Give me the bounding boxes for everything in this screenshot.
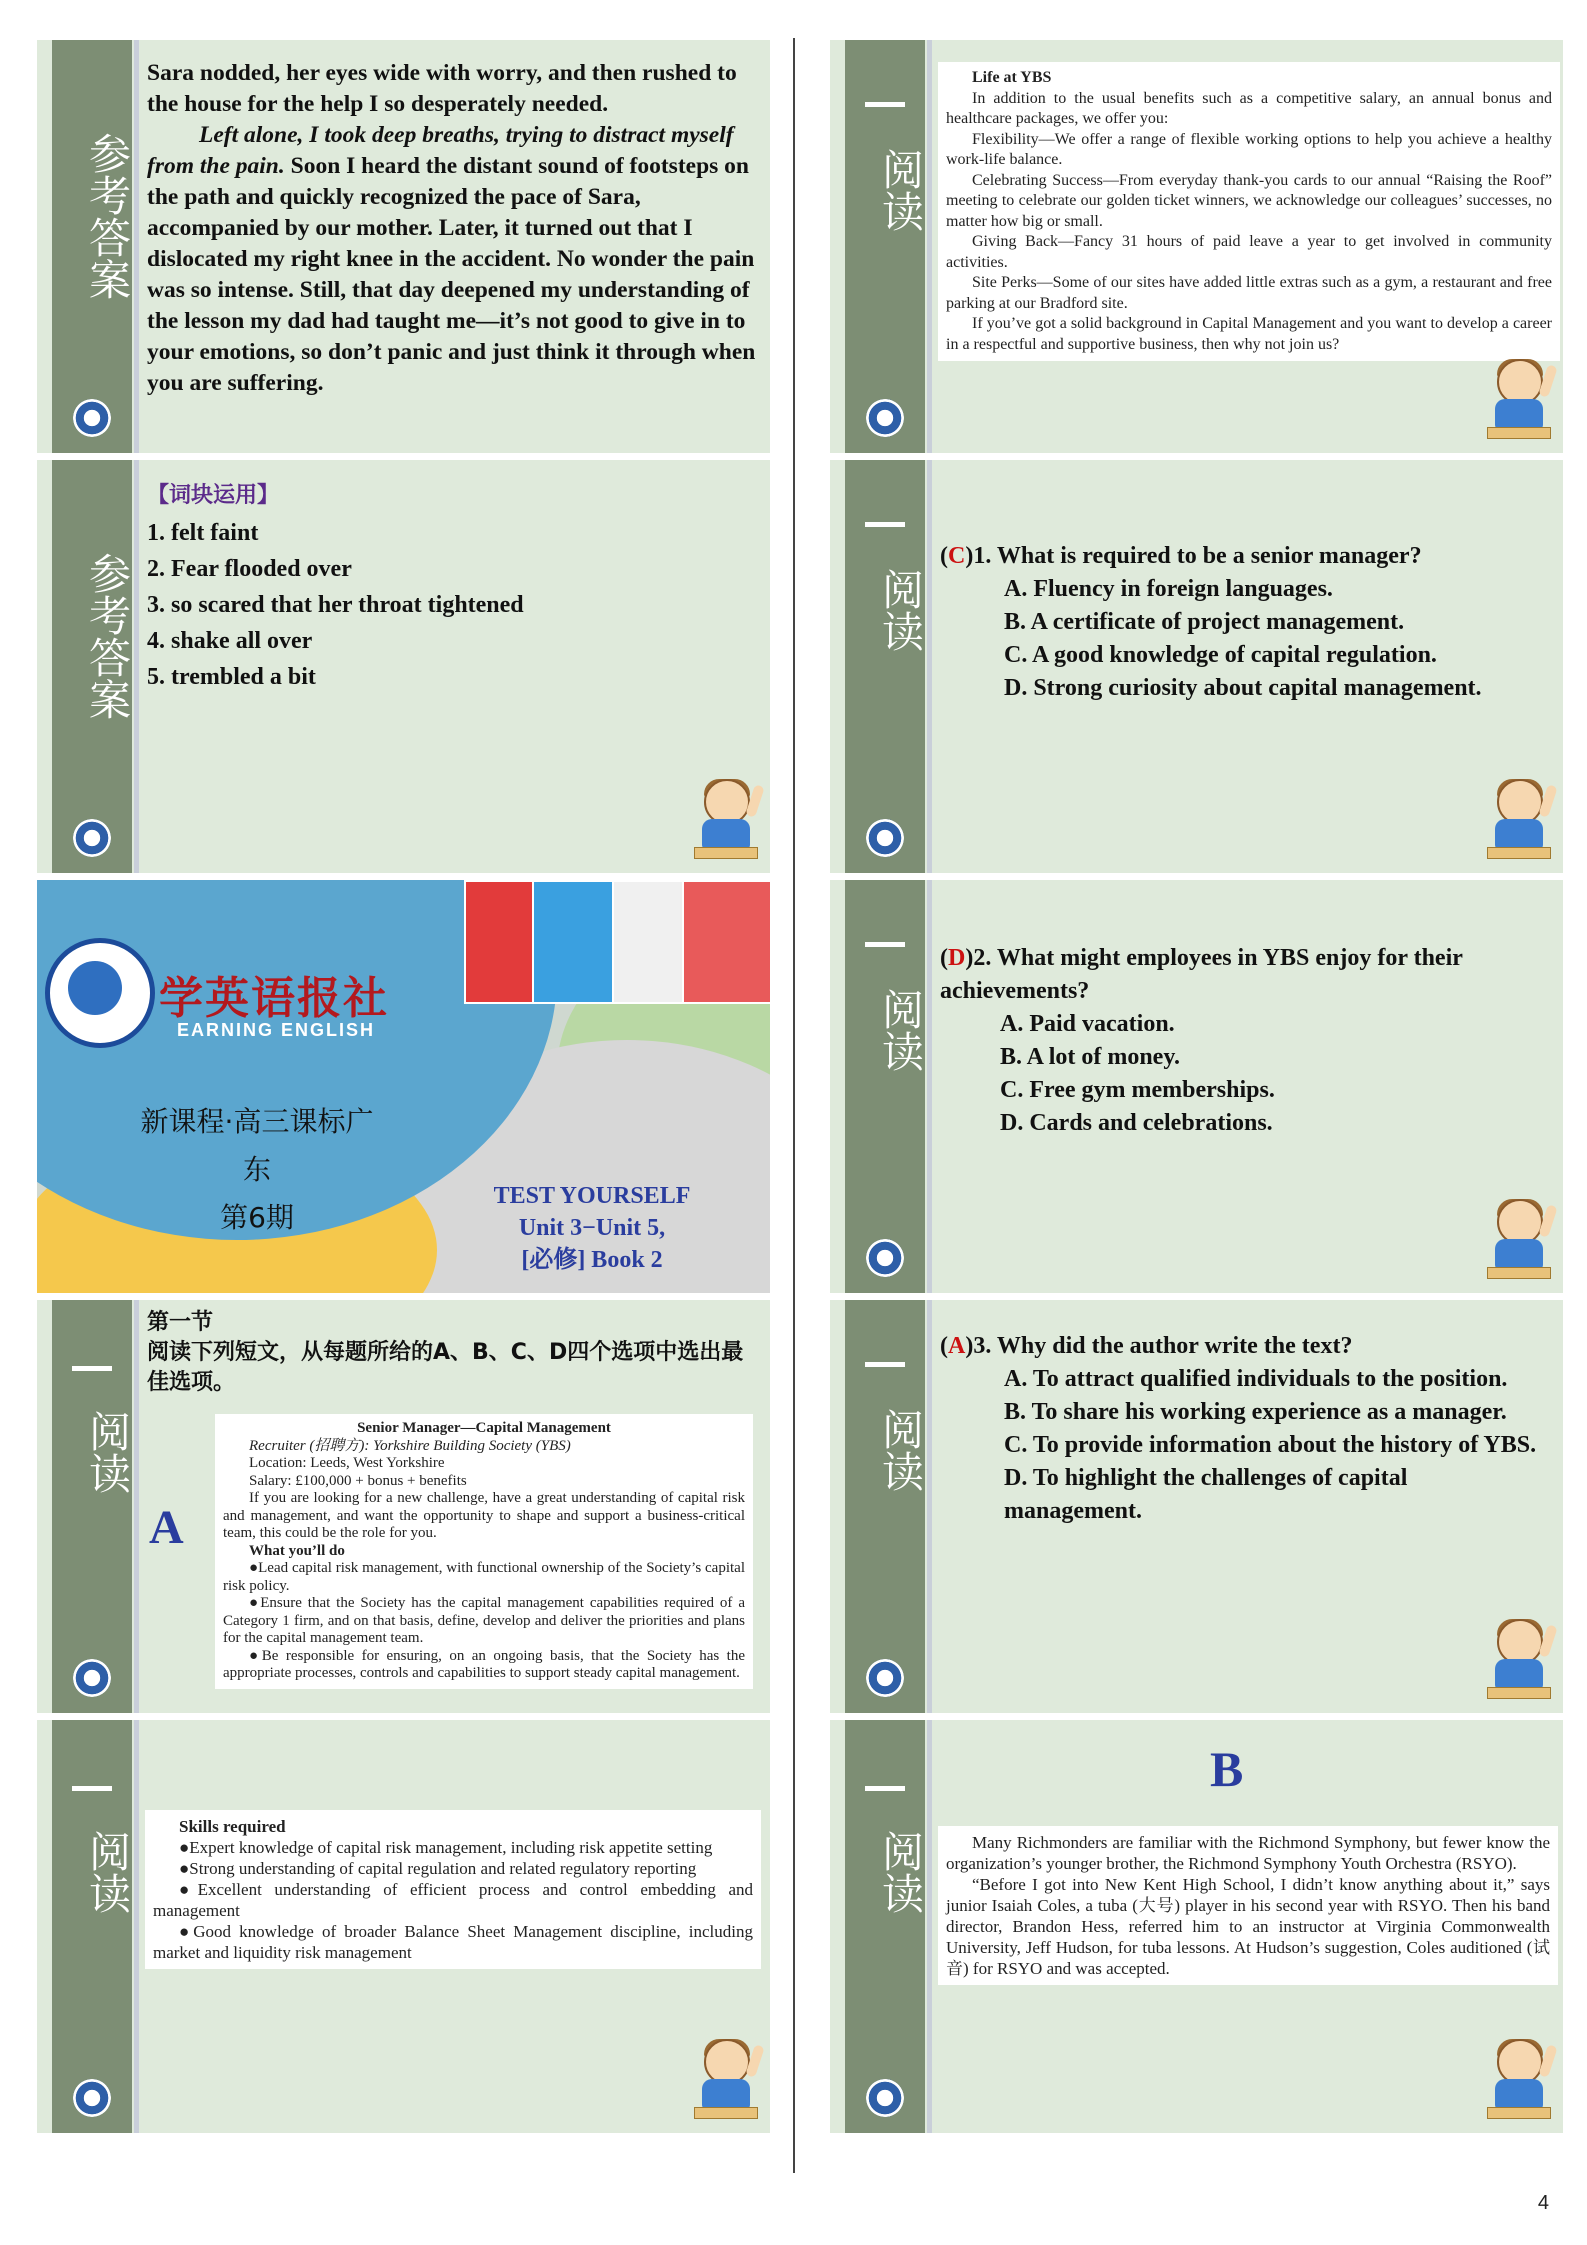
brand-name-en: EARNING ENGLISH <box>177 1020 376 1040</box>
skill: ●Strong understanding of capital regulation and related regulatory reporting <box>179 1859 697 1878</box>
passage-b-box <box>938 1826 1558 1985</box>
student-illustration <box>1487 359 1549 439</box>
skill: ●Expert knowledge of capital risk management, including risk appetite setting <box>179 1838 713 1857</box>
side-bar <box>52 1720 132 2133</box>
slide-cover <box>37 880 770 1293</box>
slide-reading-skills <box>37 1720 770 2133</box>
side-label: 阅读 <box>876 1830 925 1914</box>
slide-reading-b <box>830 1720 1563 2133</box>
logo-icon <box>866 819 904 857</box>
salary: Salary: £100,000 + bonus + benefits <box>249 1472 467 1489</box>
logo-icon <box>73 819 111 857</box>
option: B. A lot of money. <box>1000 1044 1181 1070</box>
student-illustration <box>1487 779 1549 859</box>
option: D. Strong curiosity about capital management. <box>1004 675 1482 701</box>
posting-title: Senior Manager—Capital Management <box>357 1420 611 1436</box>
option: A. Fluency in foreign languages. <box>1004 576 1333 602</box>
life-para: If you’ve got a solid background in Capital Management and you want to develop a career in a respectful and supportive business, then why not join us? <box>946 315 1552 353</box>
side-label: 参考答案 <box>83 552 132 720</box>
side-label: 阅读 <box>876 988 925 1072</box>
skill: ●Good knowledge of broader Balance Sheet Management discipline, including market and liquidity risk management <box>153 1922 753 1962</box>
side-label: 阅读 <box>83 1830 132 1914</box>
dash-mark <box>72 1366 112 1371</box>
life-para: In addition to the usual benefits such as a competitive salary, an annual bonus and healthcare packages, we offer you: <box>946 89 1552 127</box>
student-illustration <box>694 2039 756 2119</box>
slide-question-2 <box>830 880 1563 1293</box>
answer-letter: C <box>948 543 966 569</box>
dash-mark <box>865 1362 905 1367</box>
question-3: (A)3. Why did the author write the text? A. To attract qualified individuals to the position. B. To share his working experience as a manager. C. To provide information about the history of YBS. D. To highlight the challenges of capital management. <box>940 1330 1543 1528</box>
option: B. A certificate of project management. <box>1004 609 1405 635</box>
side-label: 阅读 <box>876 1408 925 1492</box>
story-rest: Soon I heard the distant sound of footsteps on the path and quickly recognized the pace of Sara, accompanied by our mother. Later, it turned out that I dislocated my right knee in the accident. No wonder the pain was so intense. Still, that day deepened my understanding of the lesson my dad had taught me—it’s not good to give in to your emotions, so don’t panic and just think it through when you are suffering. <box>147 153 756 396</box>
instructions: 阅读下列短文，从每题所给的A、B、C、D四个选项中选出最佳选项。 <box>147 1340 744 1395</box>
recruiter: Recruiter (招聘方): Yorkshire Building Society (YBS) <box>249 1437 571 1454</box>
life-para: Giving Back—Fancy 31 hours of paid leave a year to get involved in community activities. <box>946 233 1552 271</box>
slide-reading-a <box>37 1300 770 1713</box>
life-para: Celebrating Success—From everyday thank-you cards to our annual “Raising the Roof” meeting to celebrate our golden ticket winners, we acknowledge our colleagues’ successes, no matter how big or small. <box>946 171 1552 230</box>
passage-para: “Before I got into New Kent High School, I didn’t know anything about it,” says junior Isaiah Coles, a tuba (大号) player in his second year with RSYO. Then his band director, Brandon Hess, referred him to an instructor at Virginia Commonwealth University, Jeff Hudson, for tuba lessons. At Hudson’s suggestion, Coles auditioned (试音) for RSYO and was accepted. <box>946 1875 1550 1978</box>
side-label: 参考答案 <box>83 132 132 300</box>
student-illustration <box>1487 1199 1549 1279</box>
duty: ●Be responsible for ensuring, on an ongoing basis, that the Society has the appropriate processes, controls and capabilities to support steady capital management. <box>223 1647 745 1681</box>
student-illustration <box>1487 1619 1549 1699</box>
dash-mark <box>865 102 905 107</box>
side-bar <box>52 1300 132 1713</box>
dash-mark <box>865 1786 905 1791</box>
magazine-covers <box>422 880 770 1030</box>
logo-icon <box>866 1239 904 1277</box>
question-2: (D)2. What might employees in YBS enjoy for their achievements? A. Paid vacation. B. A lot of money. C. Free gym memberships. D. Cards and celebrations. <box>940 942 1543 1140</box>
job-posting <box>215 1414 753 1689</box>
issue-number: 第6期 <box>220 1201 294 1234</box>
slide-answer-story <box>37 40 770 453</box>
ty-line: Unit 3−Unit 5, <box>518 1215 666 1241</box>
dash-mark <box>72 1786 112 1791</box>
issue-info <box>127 1098 387 1242</box>
side-label: 阅读 <box>876 568 925 652</box>
brand-name: 学英语报社 <box>159 973 389 1024</box>
slide-question-1 <box>830 460 1563 873</box>
dash-mark <box>865 522 905 527</box>
duties-heading: What you’ll do <box>249 1542 345 1559</box>
life-at-ybs-box <box>938 62 1560 361</box>
vocab-item: 4. shake all over <box>147 628 313 654</box>
option: D. Cards and celebrations. <box>1000 1110 1273 1136</box>
duty: ●Ensure that the Society has the capital management capabilities required of a Category 1 firm, and on that basis, define, develop and deliver the priorities and plans for the capital management team. <box>223 1595 745 1646</box>
option: A. Paid vacation. <box>1000 1011 1175 1037</box>
option: B. To share his working experience as a manager. <box>1004 1399 1507 1425</box>
option: D. To highlight the challenges of capital management. <box>1004 1465 1408 1524</box>
side-label: 阅读 <box>83 1410 132 1494</box>
story-text <box>147 58 760 443</box>
duty: ●Lead capital risk management, with functional ownership of the Society’s capital risk policy. <box>223 1560 745 1594</box>
side-bar <box>845 1720 925 2133</box>
slide-answer-vocab <box>37 460 770 873</box>
center-divider <box>793 38 795 2173</box>
vocab-item: 5. trembled a bit <box>147 664 316 690</box>
skill: ●Excellent understanding of efficient process and control embedding and management <box>153 1880 753 1920</box>
page-number: 4 <box>1537 2192 1549 2214</box>
question-1: (C)1. What is required to be a senior manager? A. Fluency in foreign languages. B. A certificate of project management. C. A good knowledge of capital regulation. D. Strong curiosity about capital management. <box>940 540 1543 705</box>
logo-icon <box>866 1659 904 1697</box>
location: Location: Leeds, West Yorkshire <box>249 1455 445 1471</box>
skills-box <box>145 1810 761 1969</box>
vocab-title: 【词块运用】 <box>147 483 280 508</box>
passage-letter: B <box>1210 1741 1244 1797</box>
side-label: 阅读 <box>876 148 925 232</box>
logo-icon <box>866 2079 904 2117</box>
option: C. Free gym memberships. <box>1000 1077 1275 1103</box>
passage-para: Many Richmonders are familiar with the Richmond Symphony, but fewer know the organization’s younger brother, the Richmond Symphony Youth Orchestra (RSYO). <box>946 1833 1550 1873</box>
student-illustration <box>1487 2039 1549 2119</box>
slide-life-at-ybs <box>830 40 1563 453</box>
logo-icon <box>73 1659 111 1697</box>
ty-line: [必修] Book 2 <box>521 1247 663 1273</box>
dash-mark <box>865 942 905 947</box>
course-line: 新课程·高三课标广东 <box>140 1105 374 1186</box>
story-italic: Left alone, I took deep breaths, trying to distract myself from the pain. <box>147 122 734 179</box>
option: C. To provide information about the history of YBS. <box>1004 1432 1537 1458</box>
passage-letter: A <box>149 1501 184 1554</box>
intro: If you are looking for a new challenge, have a great understanding of capital risk and management, and want the opportunity to shape and support a business-critical team, this could be the role for you. <box>223 1490 745 1541</box>
question-stem: 2. What might employees in YBS enjoy for their achievements? <box>940 945 1463 1004</box>
logo-icon <box>73 399 111 437</box>
answer-letter: A <box>948 1333 966 1359</box>
slide-question-3 <box>830 1300 1563 1713</box>
test-yourself-label <box>467 1180 717 1276</box>
question-stem: 3. Why did the author write the text? <box>973 1333 1353 1359</box>
logo-icon <box>73 2079 111 2117</box>
skills-heading: Skills required <box>179 1817 286 1836</box>
student-illustration <box>694 779 756 859</box>
story-line1: Sara nodded, her eyes wide with worry, and then rushed to the house for the help I so desperately needed. <box>147 60 737 117</box>
question-stem: 1. What is required to be a senior manager? <box>973 543 1422 569</box>
option: A. To attract qualified individuals to the position. <box>1004 1366 1508 1392</box>
vocab-item: 1. felt faint <box>147 520 259 546</box>
option: C. A good knowledge of capital regulation. <box>1004 642 1437 668</box>
logo-icon <box>866 399 904 437</box>
ty-line: TEST YOURSELF <box>493 1183 691 1209</box>
answer-letter: D <box>948 945 966 971</box>
publisher-logo-icon <box>45 938 155 1048</box>
vocab-item: 3. so scared that her throat tightened <box>147 592 524 618</box>
life-heading: Life at YBS <box>972 69 1052 86</box>
life-para: Site Perks—Some of our sites have added little extras such as a gym, a restaurant and free parking at our Bradford site. <box>946 274 1552 312</box>
section-title: 第一节 <box>147 1310 214 1335</box>
life-para: Flexibility—We offer a range of flexible working options to help you achieve a healthy work-life balance. <box>946 130 1552 168</box>
vocab-item: 2. Fear flooded over <box>147 556 352 582</box>
